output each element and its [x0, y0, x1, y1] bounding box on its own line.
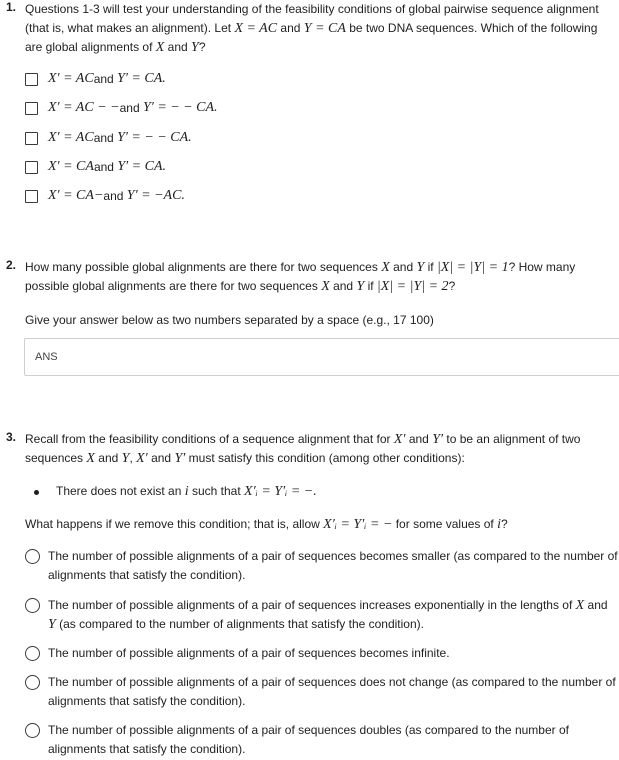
question-text: Recall from the feasibility conditions of a sequence alignment that for X′ and Y′ to be an alignment of two sequences X and Y, X′ and Y′ must satisfy this condition (among other conditions):: [25, 432, 581, 466]
radio-button[interactable]: [25, 549, 40, 564]
radio-button[interactable]: [25, 675, 40, 690]
radio-button[interactable]: [25, 646, 40, 661]
instruction-text: Give your answer below as two numbers separated by a space (e.g., 17 100): [25, 313, 434, 327]
checkbox[interactable]: [25, 190, 38, 203]
question-number: 2.: [6, 258, 17, 272]
answer-input[interactable]: ANS: [24, 338, 619, 376]
option-checkbox-5[interactable]: X′ = CA− and Y′ = −AC.: [25, 186, 185, 206]
bullet-dot: [34, 490, 39, 495]
option-checkbox-2[interactable]: X′ = AC − − and Y′ = − − CA.: [25, 98, 218, 118]
checkbox[interactable]: [25, 161, 38, 174]
checkbox[interactable]: [25, 102, 38, 115]
radio-button[interactable]: [25, 598, 40, 613]
radio-button[interactable]: [25, 723, 40, 738]
option-checkbox-4[interactable]: X′ = CA and Y′ = CA.: [25, 157, 166, 177]
question-number: 1.: [6, 0, 17, 14]
option-checkbox-1[interactable]: X′ = AC and Y′ = CA.: [25, 69, 166, 89]
option-checkbox-3[interactable]: X′ = AC and Y′ = − − CA.: [25, 128, 192, 148]
question-prompt: What happens if we remove this condition; that is, allow X′ᵢ = Y′ᵢ = − for some values of i?: [25, 517, 508, 532]
question-text: How many possible global alignments are there for two sequences X and Y if |X| = |Y| = 1? How many possible global alignments are there for two sequences X and Y if |X| = |Y| = 2?: [25, 260, 576, 294]
checkbox[interactable]: [25, 132, 38, 145]
question-number: 3.: [6, 430, 17, 444]
checkbox[interactable]: [25, 73, 38, 86]
question-text: Questions 1-3 will test your understanding of the feasibility conditions of global pairwise sequence alignment (that is, what makes an alignment). Let X = AC and Y = CA be two DNA sequences. Which of the following are global alignments of X and Y?: [25, 2, 599, 55]
condition-bullet: There does not exist an i such that X′ᵢ = Y′ᵢ = −.: [56, 484, 317, 499]
